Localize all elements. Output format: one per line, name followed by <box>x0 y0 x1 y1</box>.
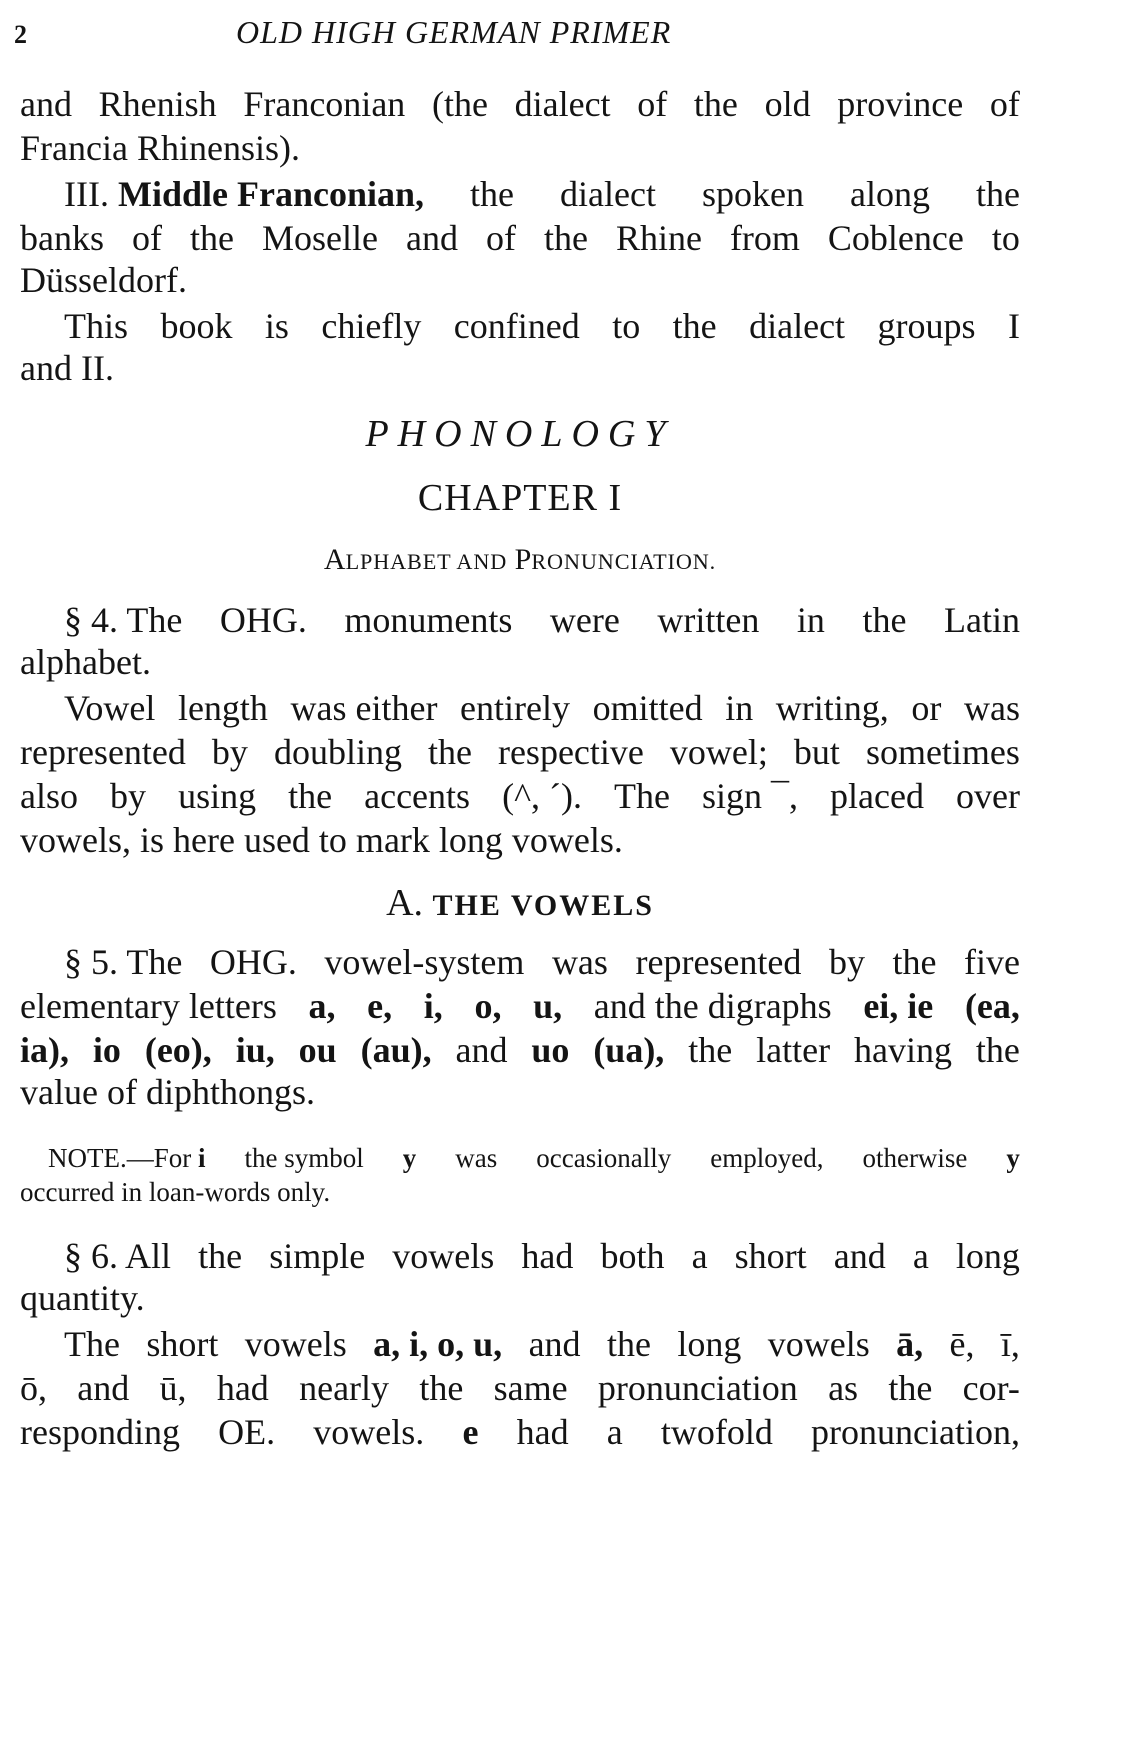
vowels-heading: A. THE VOWELS <box>386 882 654 924</box>
text-line: alphabet. <box>20 642 151 682</box>
text-line: Vowel length was either entirely omitted in writing, or was <box>64 688 1020 728</box>
text-line: NOTE.—For i the symbol y was occasionally employed, otherwise y <box>48 1143 1020 1173</box>
text-line: III. Middle Franconian, the dialect spoken along the <box>64 174 1020 214</box>
text-line: value of diphthongs. <box>20 1072 315 1112</box>
text-line: ia), io (eo), iu, ou (au), and uo (ua), the latter having the <box>20 1030 1020 1070</box>
page-number: 2 <box>14 20 27 49</box>
text-line: The short vowels a, i, o, u, and the long vowels ā, ē, ī, <box>64 1324 1020 1364</box>
section-title: PHONOLOGY <box>365 413 675 455</box>
text-line: and Rhenish Franconian (the dialect of the old province of <box>20 84 1020 124</box>
chapter-title: CHAPTER I <box>417 477 623 519</box>
text-line: § 6. All the simple vowels had both a short and a long <box>64 1236 1020 1276</box>
text-line: § 4. The OHG. monuments were written in the Latin <box>64 600 1020 640</box>
text-line: vowels, is here used to mark long vowels. <box>20 820 623 860</box>
text-line: responding OE. vowels. e had a twofold pronunciation, <box>20 1412 1020 1452</box>
chapter-subtitle: ALPHABET AND PRONUNCIATION. <box>323 543 717 576</box>
text-line: This book is chiefly confined to the dialect groups I <box>64 306 1020 346</box>
text-line: occurred in loan-words only. <box>20 1177 331 1207</box>
text-line: § 5. The OHG. vowel-system was represented by the five <box>64 942 1020 982</box>
text-line: quantity. <box>20 1278 145 1318</box>
text-line: represented by doubling the respective vowel; but sometimes <box>20 732 1020 772</box>
text-line: also by using the accents (^, ´). The sign ¯, placed over <box>20 776 1020 816</box>
running-title: OLD HIGH GERMAN PRIMER <box>236 14 672 50</box>
text-line: banks of the Moselle and of the Rhine from Coblence to <box>20 218 1020 258</box>
text-line: Düsseldorf. <box>20 260 187 300</box>
text-line: elementary letters a, e, i, o, u, and the digraphs ei, ie (ea, <box>20 986 1020 1026</box>
text-line: and II. <box>20 348 114 388</box>
text-line: Francia Rhinensis). <box>20 128 300 168</box>
text-line: ō, and ū, had nearly the same pronunciation as the cor- <box>20 1368 1020 1408</box>
